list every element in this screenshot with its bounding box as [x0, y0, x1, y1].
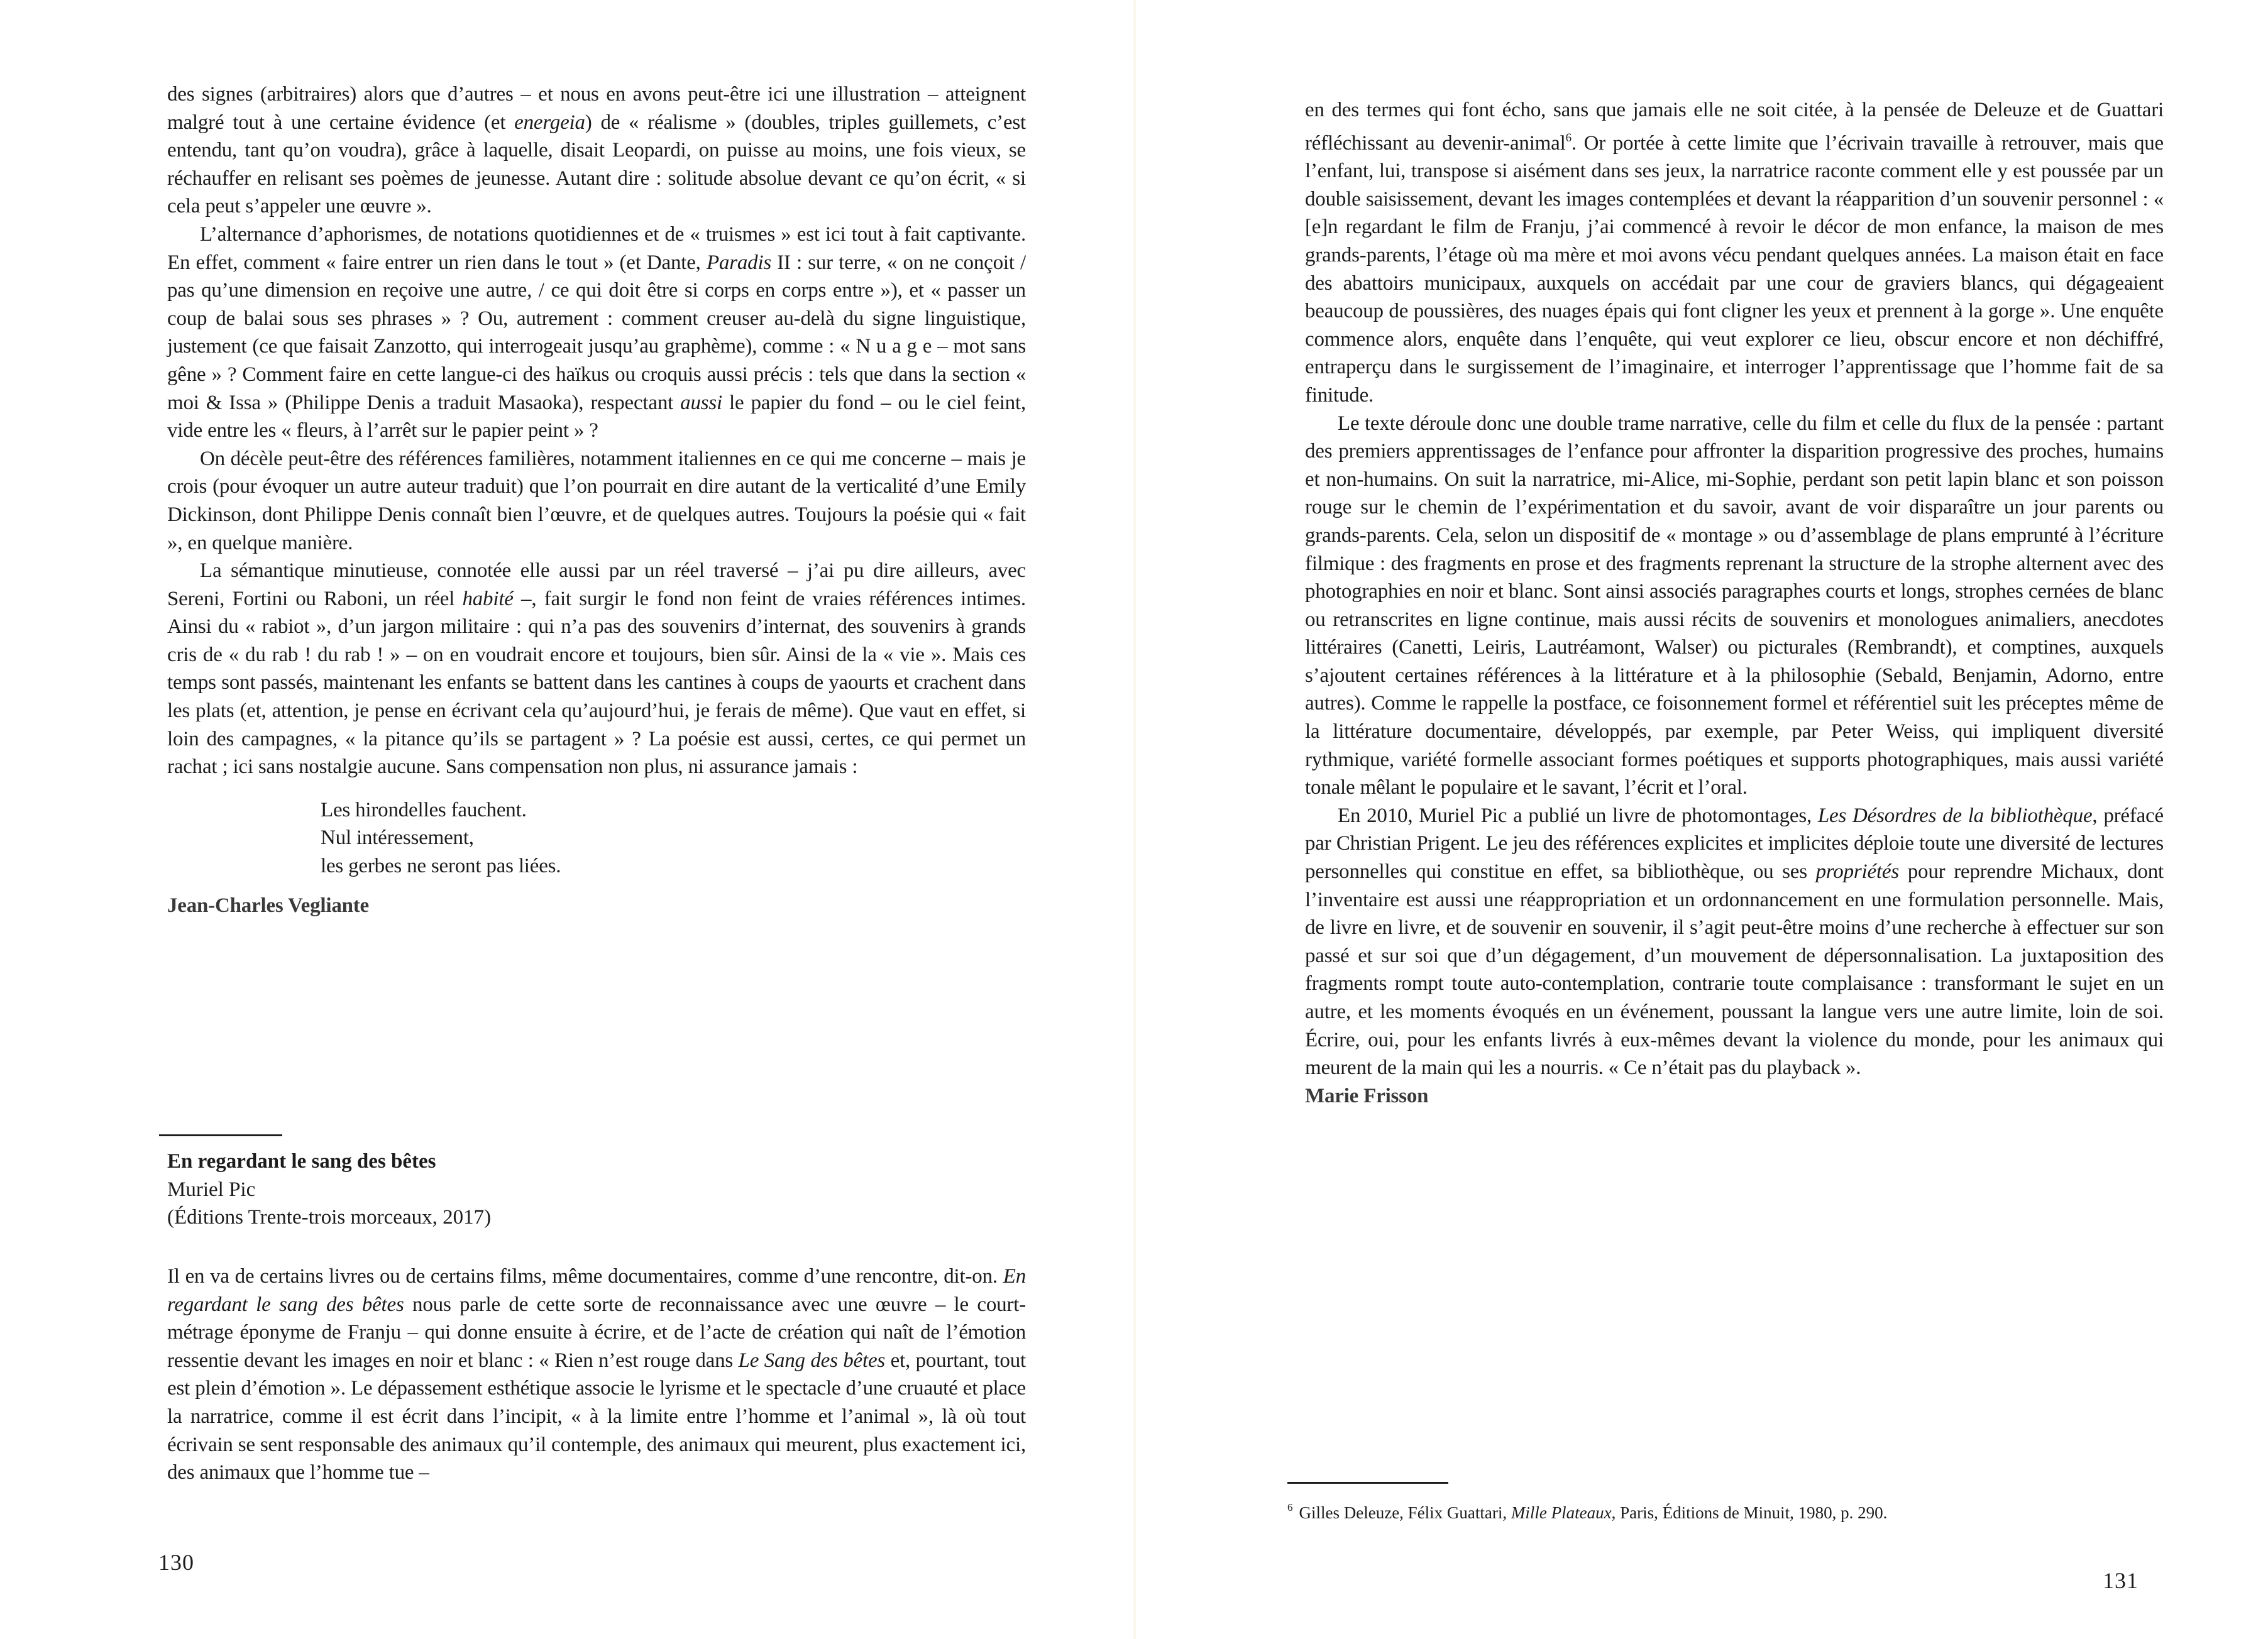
page-number: 130	[158, 1550, 194, 1575]
italic-title: Mille Plateaux	[1511, 1503, 1612, 1522]
body-paragraph	[167, 221, 1026, 445]
text-run: le papier du fond – ou le ciel feint, vide entre les « fleurs, à l’arrêt sur le papier peint » ?	[167, 391, 1026, 442]
text-run: Il en va de certains livres ou de certains films, même documentaires, comme d’une rencontre, dit-on.	[167, 1265, 1003, 1288]
body-paragraph	[167, 80, 1026, 221]
review-header	[167, 1148, 1026, 1232]
footnote-reference: 6	[1565, 131, 1572, 145]
poem-line: les gerbes ne seront pas liées.	[321, 855, 561, 878]
review-continuation	[167, 80, 1026, 919]
text-run: des signes (arbitraires) alors que d’autres – et nous en avons peut-être ici une illustration – atteignent malgré tout à une certaine évidence (et	[167, 83, 1026, 134]
italic-title: Paradis	[706, 251, 772, 274]
italic-title: En regardant le sang des bêtes	[167, 1265, 1026, 1316]
review-book-author: Muriel Pic	[167, 1178, 256, 1201]
body-paragraph	[167, 557, 1026, 781]
italic-title: energeia	[514, 111, 585, 134]
poem-line: Les hirondelles fauchent.	[321, 798, 527, 821]
body-paragraph	[167, 445, 1026, 557]
text-run: Le texte déroule donc une double trame narrative, celle du film et celle du flux de la pensée : partant des premiers apprentissages de l’enfance pour affronter la disparition progressive des proches, humains et non-humains. On suit la narratrice, mi-Alice, mi-Sophie, perdant son petit lapin blanc et son poisson rouge sur le chemin de l’expérimentation et du savoir, avant de voir disparaître un jour parents ou grands-parents. Cela, selon un dispositif de « montage » ou d’assemblage de plans emprunté à l’écriture filmique : des fragments en prose et des fragments reprenant la structure de la strophe alternent avec des photographies en noir et blanc. Sont ainsi associés paragraphes courts et longs, strophes cernées de blanc ou retranscrites en ligne continue, mais aussi récits de souvenirs et monologues animaliers, anecdotes littéraires (Canetti, Leiris, Lautréamont, Walser) ou picturales (Rembrandt), et comptines, auxquels s’ajoutent certaines références à la littérature et à la philosophie (Sebald, Benjamin, Adorno, entre autres). Comme le rappelle la postface, ce foisonnement formel et référentiel suit les préceptes même de la littérature documentaire, développés, par exemple, par Peter Weiss, qui impliquent diversité rythmique, variété formelle associant formes poétiques et supports photographiques, mais aussi variété tonale mêlant le populaire et le savant, l’écrit et l’oral.	[1305, 412, 2164, 799]
text-run: , préfacé par Christian Prigent. Le jeu des références explicites et implicites déploie toute une diversité de lectures personnelles qui constitue en effet, sa bibliothèque, ou ses	[1305, 804, 2164, 884]
paragraph-list	[167, 80, 1026, 781]
italic-title: propriétés	[1815, 860, 1900, 884]
page-number: 131	[2103, 1568, 2139, 1593]
text-run: En 2010, Muriel Pic a publié un livre de photomontages,	[1338, 804, 1818, 827]
italic-title: aussi	[680, 391, 722, 414]
reviewer-signature: Marie Frisson	[1305, 1084, 1429, 1107]
poem-quote	[167, 796, 1026, 880]
text-run: Gilles Deleuze, Félix Guattari,	[1299, 1503, 1511, 1522]
italic-title: habité	[462, 587, 514, 610]
text-run: nous parle de cette sorte de reconnaissance avec une œuvre – le court-métrage éponyme de Franju – qui donne ensuite à écrire, et de l’acte de création qui naît de l’émotion ressentie devant les images en noir et blanc : « Rien n’est rouge dans	[167, 1293, 1026, 1372]
review-body	[167, 1263, 1026, 1487]
body-paragraph	[1305, 410, 2164, 802]
section-separator-rule	[159, 1134, 282, 1136]
text-run: et, pourtant, tout est plein d’émotion ». Le dépassement esthétique associe le lyrisme et le spectacle d’une cruauté et place la narratrice, comme il est écrit dans l’incipit, « à la limite entre l’homme et l’animal », là où tout écrivain se sent responsable des animaux qu’il contemple, des animaux qui meurent, plus exactement ici, des animaux que l’homme tue –	[167, 1349, 1026, 1484]
footnote-text	[1299, 1503, 1888, 1522]
reviewer-signature: Jean-Charles Vegliante	[167, 894, 370, 917]
text-run: La sémantique minutieuse, connotée elle aussi par un réel traversé – j’ai pu dire ailleurs, avec Sereni, Fortini ou Raboni, un réel	[167, 559, 1026, 610]
text-run: II : sur terre, « on ne conçoit / pas qu’une dimension en reçoive une autre, / ce qui doit être si corps en corps entre »), et « passer un coup de balai sous ses phrases » ? Ou, autrement : comment creuser au-delà du signe linguistique, justement (ce que faisait Zanzotto, qui interrogeait jusqu’au graphème), comme : « N u a g e – mot sans gêne » ? Comment faire en cette langue-ci des haïkus ou croquis aussi précis : tels que dans la section « moi & Issa » (Philippe Denis a traduit Masaoka), respectant	[167, 251, 1026, 414]
italic-title: Les Désordres de la bibliothèque	[1817, 804, 2093, 827]
review-body-continued	[1305, 96, 2164, 1110]
paragraph-list	[167, 1263, 1026, 1487]
body-paragraph	[1305, 802, 2164, 1082]
footnote	[1287, 1496, 2167, 1525]
footnote-separator-rule	[1287, 1482, 1448, 1484]
text-run: . Or portée à cette limite que l’écrivain travaille à retrouver, mais que l’enfant, lui, transpose si aisément dans ses jeux, la narratrice raconte comment elle y est poussée par un double saisissement, devant les images contemplées et devant la réapparition d’un souvenir personnel : « [e]n regardant le film de Franju, j’ai commencé à revoir le décor de mon enfance, la maison de mes grands-parents, l’étage où ma mère et moi avons vécu pendant quelques années. La maison était en face des abattoirs municipaux, auxquels on accédait par une cour de graviers blancs, qui dégageaient beaucoup de poussières, des nuages épais qui font cligner les yeux et prennent à la gorge ». Une enquête commence alors, enquête dans l’enquête, qui veut explorer ce lieu, obscur encore et non déchiffré, entraperçu dans le surgissement de l’imaginaire, et interroger l’apprentissage que l’homme fait de sa finitude.	[1305, 131, 2164, 407]
text-run: pour reprendre Michaux, dont l’inventaire est aussi une réappropriation et un ordonnancement en une formulation personnelle. Mais, de livre en livre, et de souvenir en souvenir, il s’agit peut-être moins d’une recherche à effectuer sur son passé et sur soi que d’un dégagement, d’un mouvement de dépersonnalisation. La juxtaposition des fragments rompt toute auto-contemplation, contrarie toute complaisance : transformant le sujet en un autre, et les moments évoqués en un événement, poussant la langue vers une autre limite, loin de soi. Écrire, oui, pour les enfants livrés à eux-mêmes devant la violence du monde, pour les animaux qui meurent de la main qui les a nourris. « Ce n’était pas du playback ».	[1305, 860, 2164, 1080]
text-run: , Paris, Éditions de Minuit, 1980, p. 290.	[1611, 1503, 1888, 1522]
body-paragraph	[167, 1263, 1026, 1487]
text-run: –, fait surgir le fond non feint de vraies références intimes. Ainsi du « rabiot », d’un jargon militaire : qui n’a pas des souvenirs d’internat, des souvenirs à grands cris de « du rab ! du rab ! » – on en voudrait encore et toujours, bien sûr. Ainsi de la « vie ». Mais ces temps sont passés, maintenant les enfants se battent dans les cantines à coups de yaourts et crachent dans les plats (et, attention, je pense en écrivant cela qu’aujourd’hui, je ferais de même). Que vaut en effet, si loin des campagnes, « la pitance qu’ils se partagent » ? La poésie est aussi, certes, ce qui permet un rachat ; ici sans nostalgie aucune. Sans compensation non plus, ni assurance jamais :	[167, 587, 1026, 779]
text-run: L’alternance d’aphorismes, de notations quotidiennes et de « truismes » est ici tout à fait captivante. En effet, comment « faire entrer un rien dans le tout » (et Dante,	[167, 222, 1026, 274]
body-paragraph	[1305, 96, 2164, 410]
italic-title: Le Sang des bêtes	[738, 1349, 886, 1372]
text-run: en des termes qui font écho, sans que jamais elle ne soit citée, à la pensée de Deleuze et de Guattari réfléchissant au devenir-animal	[1305, 99, 2164, 155]
footnote-number: 6	[1287, 1501, 1293, 1513]
right-page	[1134, 0, 2268, 1639]
paragraph-list	[1305, 96, 2164, 1082]
review-book-title: En regardant le sang des bêtes	[167, 1150, 436, 1173]
text-run: ) de « réalisme » (doubles, triples guillemets, c’est entendu, tant qu’on voudra), grâce à laquelle, disait Leopardi, on puisse au moins, une fois vieux, se réchauffer en relisant ses poèmes de jeunesse. Autant dire : solitude absolue devant ce qu’on écrit, « si cela peut s’appeler une œuvre ».	[167, 111, 1026, 218]
review-book-publisher: (Éditions Trente-trois morceaux, 2017)	[167, 1206, 492, 1229]
text-run: On décèle peut-être des références familières, notamment italiennes en ce qui me concerne – mais je crois (pour évoquer un autre auteur traduit) que l’on pourrait en dire autant de la verticalité d’une Emily Dickinson, dont Philippe Denis connaît bien l’œuvre, et de quelques autres. Toujours la poésie qui « fait », en quelque manière.	[167, 447, 1026, 554]
poem-line: Nul intéressement,	[321, 826, 474, 850]
